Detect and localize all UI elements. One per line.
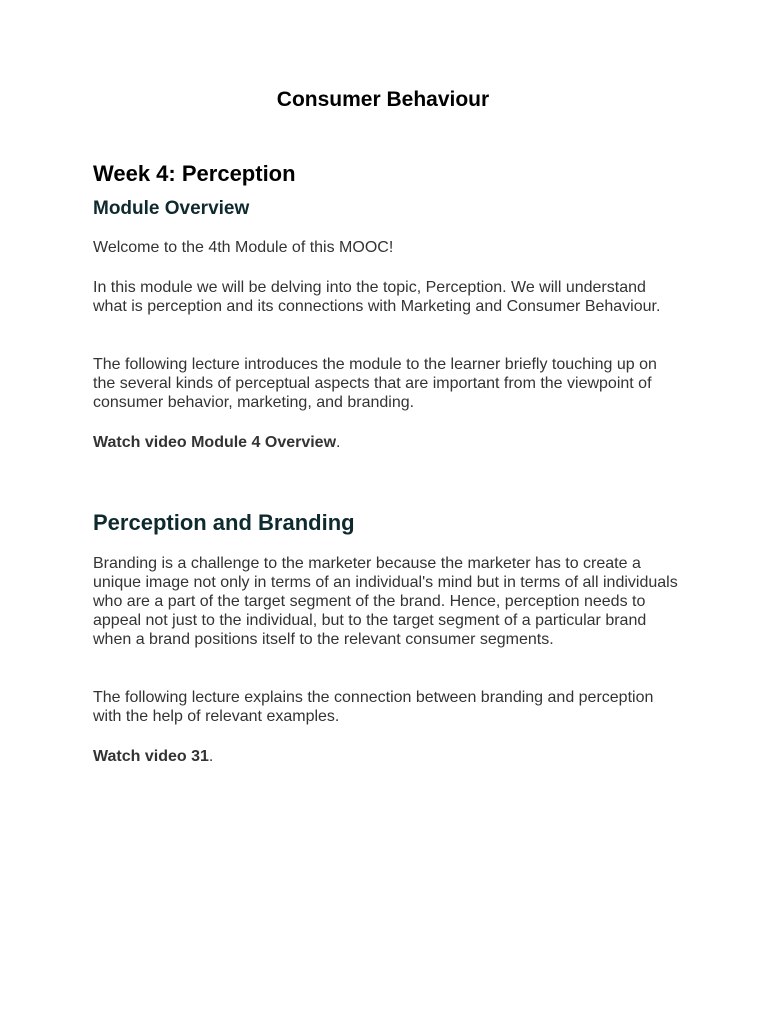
module-description-text: In this module we will be delving into the topic, Perception. We will understand what is perception and its connections with Marketing and Consumer Behaviour. (93, 279, 661, 315)
watch-video-31-period: . (208, 748, 214, 765)
branding-description-text: Branding is a challenge to the marketer because the marketer has to create a unique image not only in terms of an individual's mind but in terms of all individuals who are a part of the target segment of the brand. Hence, perception needs to appeal not just to the individual, but to the target segment of a particular brand when a brand positions itself to the relevant consumer segments. (93, 555, 678, 648)
branding-lecture-text: The following lecture explains the connection between branding and perception with the help of relevant examples. (93, 689, 654, 725)
perception-branding-heading: Perception and Branding (93, 510, 355, 535)
module-lecture-text: The following lecture introduces the module to the learner briefly touching up on the several kinds of perceptual aspects that are important from the viewpoint of consumer behavior, marketing, and branding. (93, 356, 657, 411)
watch-overview-link[interactable]: Watch video Module 4 Overview (93, 434, 337, 451)
watch-overview-line (93, 433, 683, 452)
watch-video-31-line (93, 747, 683, 766)
week-title: Week 4: Perception (93, 161, 296, 186)
module-overview-heading: Module Overview (93, 198, 250, 219)
module-intro-text: Welcome to the 4th Module of this MOOC! (93, 239, 394, 256)
watch-video-31-link[interactable]: Watch video 31 (93, 748, 209, 765)
document-title: Consumer Behaviour (276, 88, 490, 111)
watch-overview-period: . (336, 434, 341, 451)
